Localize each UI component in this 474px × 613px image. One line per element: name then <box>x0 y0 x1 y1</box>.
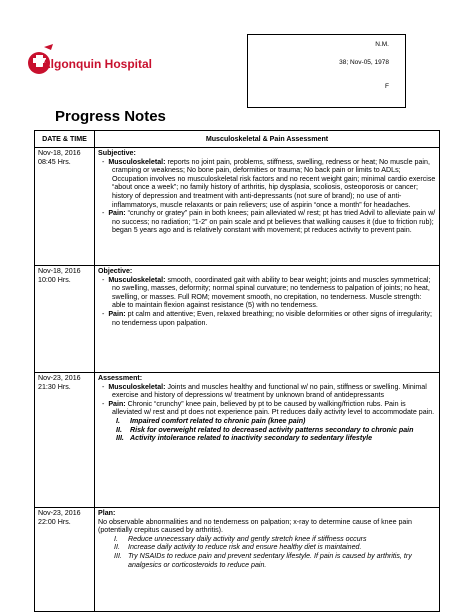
entry-date: Nov-23, 2016 <box>38 509 81 517</box>
date-cell <box>35 148 95 266</box>
nursing-diagnosis: II. Risk for overweight related to decreased activity patterns secondary to chronic pain <box>116 425 414 434</box>
entry-time: 08:45 Hrs. <box>38 157 71 166</box>
page-title: Progress Notes <box>55 108 166 125</box>
nursing-diagnosis: III. Activity intolerance related to inactivity secondary to sedentary lifestyle <box>116 434 373 443</box>
plan-item: I. Reduce unnecessary daily activity and gently stretch knee if stiffness occurs <box>114 534 367 543</box>
table-row <box>35 148 440 266</box>
list-item: - Pain: Chronic “crunchy” knee pain, believed by pt to be caused by walking/friction rubs. Pain is alleviated w/ rest and pt does not experience pain. Pt reduces daily activity level to accommodate pain. <box>102 399 435 417</box>
header-date-time: DATE & TIME <box>35 131 95 148</box>
table-row <box>35 373 440 508</box>
date-cell <box>35 266 95 373</box>
list-item: - Pain: “crunchy or gratey” pain in both knees; pain alleviated w/ rest; pt has tried Advil to alleviate pain w/ no success; no radiation; “1-2” on pain scale and pt believes that walking causes it (due to friction rub); began 5 years ago and is relatively constant with movement; pt reduces activity to prevent pain. <box>102 209 436 235</box>
list-item: - Musculoskeletal: smooth, coordinated gait with ability to bear weight; joints and muscles symmetrical; no swelling, masses, deformity; normal spinal curvature; no tenderness to palpation of joints; no heat, swelling, or masses. Full ROM; movement smooth, no crepitation, no tenderness. Muscle strength: able to maintain flexion against resistance (5) with no tenderness. <box>102 275 431 310</box>
list-item: - Musculoskeletal: reports no joint pain, problems, stiffness, swelling, redness or heat; No muscle pain, cramping or weakness; No bone pain, deformities or trauma; No back pain or limits to ADLs; Occupation involves no musculoskeletal risk factors and no recent weight gain; minimal cardio exercise “about once a week”; no family history of arthritis, hip dysplasia, scoliosis, osteoporosis or cancer; history of depression and treatment with anti-depressants (not sure of brand); no use of anti-inflammatorys, muscle relaxants or pain relievers; use of aspirin “once a month” for headaches. <box>102 157 436 209</box>
entry-date: Nov-18, 2016 <box>38 149 81 157</box>
table-row <box>35 266 440 373</box>
patient-info-box <box>247 34 406 108</box>
entry-time: 22:00 Hrs. <box>38 517 71 526</box>
entry-date: Nov-18, 2016 <box>38 267 81 275</box>
nursing-diagnosis: I. Impaired comfort related to chronic pain (knee pain) <box>116 416 306 425</box>
table-header-row <box>35 131 440 148</box>
section-title: Assessment: <box>98 374 143 382</box>
note-cell <box>95 266 440 373</box>
patient-name: N.M. <box>375 41 389 48</box>
note-cell <box>95 373 440 508</box>
patient-age-dob: 38; Nov-05, 1978 <box>339 59 389 66</box>
list-item: - Musculoskeletal: Joints and muscles healthy and functional w/ no pain, stiffness or swelling. Minimal exercise and history of depressions w/ treatment by unknown brand of antidepressants <box>102 382 427 400</box>
section-title: Objective: <box>98 267 133 275</box>
header-assessment: Musculoskeletal & Pain Assessment <box>95 131 440 148</box>
plan-item: III. Try NSAIDs to reduce pain and prevent sedentary lifestyle. If pain is caused by arthritis, try analgesics or corticosteroids to reduce pain. <box>114 551 412 569</box>
date-cell <box>35 508 95 612</box>
list-item: - Pain: pt calm and attentive; Even, relaxed breathing; no visible deformities or other signs of irregularity; no tenderness upon palpation. <box>102 309 433 327</box>
plan-intro: No observable abnormalities and no tenderness on palpation; x-ray to determine cause of knee pain (potentially crepitus caused by arthritis). <box>98 517 412 535</box>
plan-item: II. Increase daily activity to reduce risk and ensure healthy diet is maintained. <box>114 543 362 552</box>
note-cell <box>95 508 440 612</box>
note-cell <box>95 148 440 266</box>
entry-date: Nov-23, 2016 <box>38 374 81 382</box>
progress-notes-table <box>34 130 440 612</box>
entry-time: 21:30 Hrs. <box>38 382 71 391</box>
hospital-name: Algonquin Hospital <box>42 57 152 71</box>
entry-time: 10:00 Hrs. <box>38 275 71 284</box>
table-row <box>35 508 440 612</box>
date-cell <box>35 373 95 508</box>
section-title: Subjective: <box>98 149 136 157</box>
section-title: Plan: <box>98 509 116 517</box>
hospital-logo <box>18 41 208 77</box>
patient-sex: F <box>385 83 389 90</box>
